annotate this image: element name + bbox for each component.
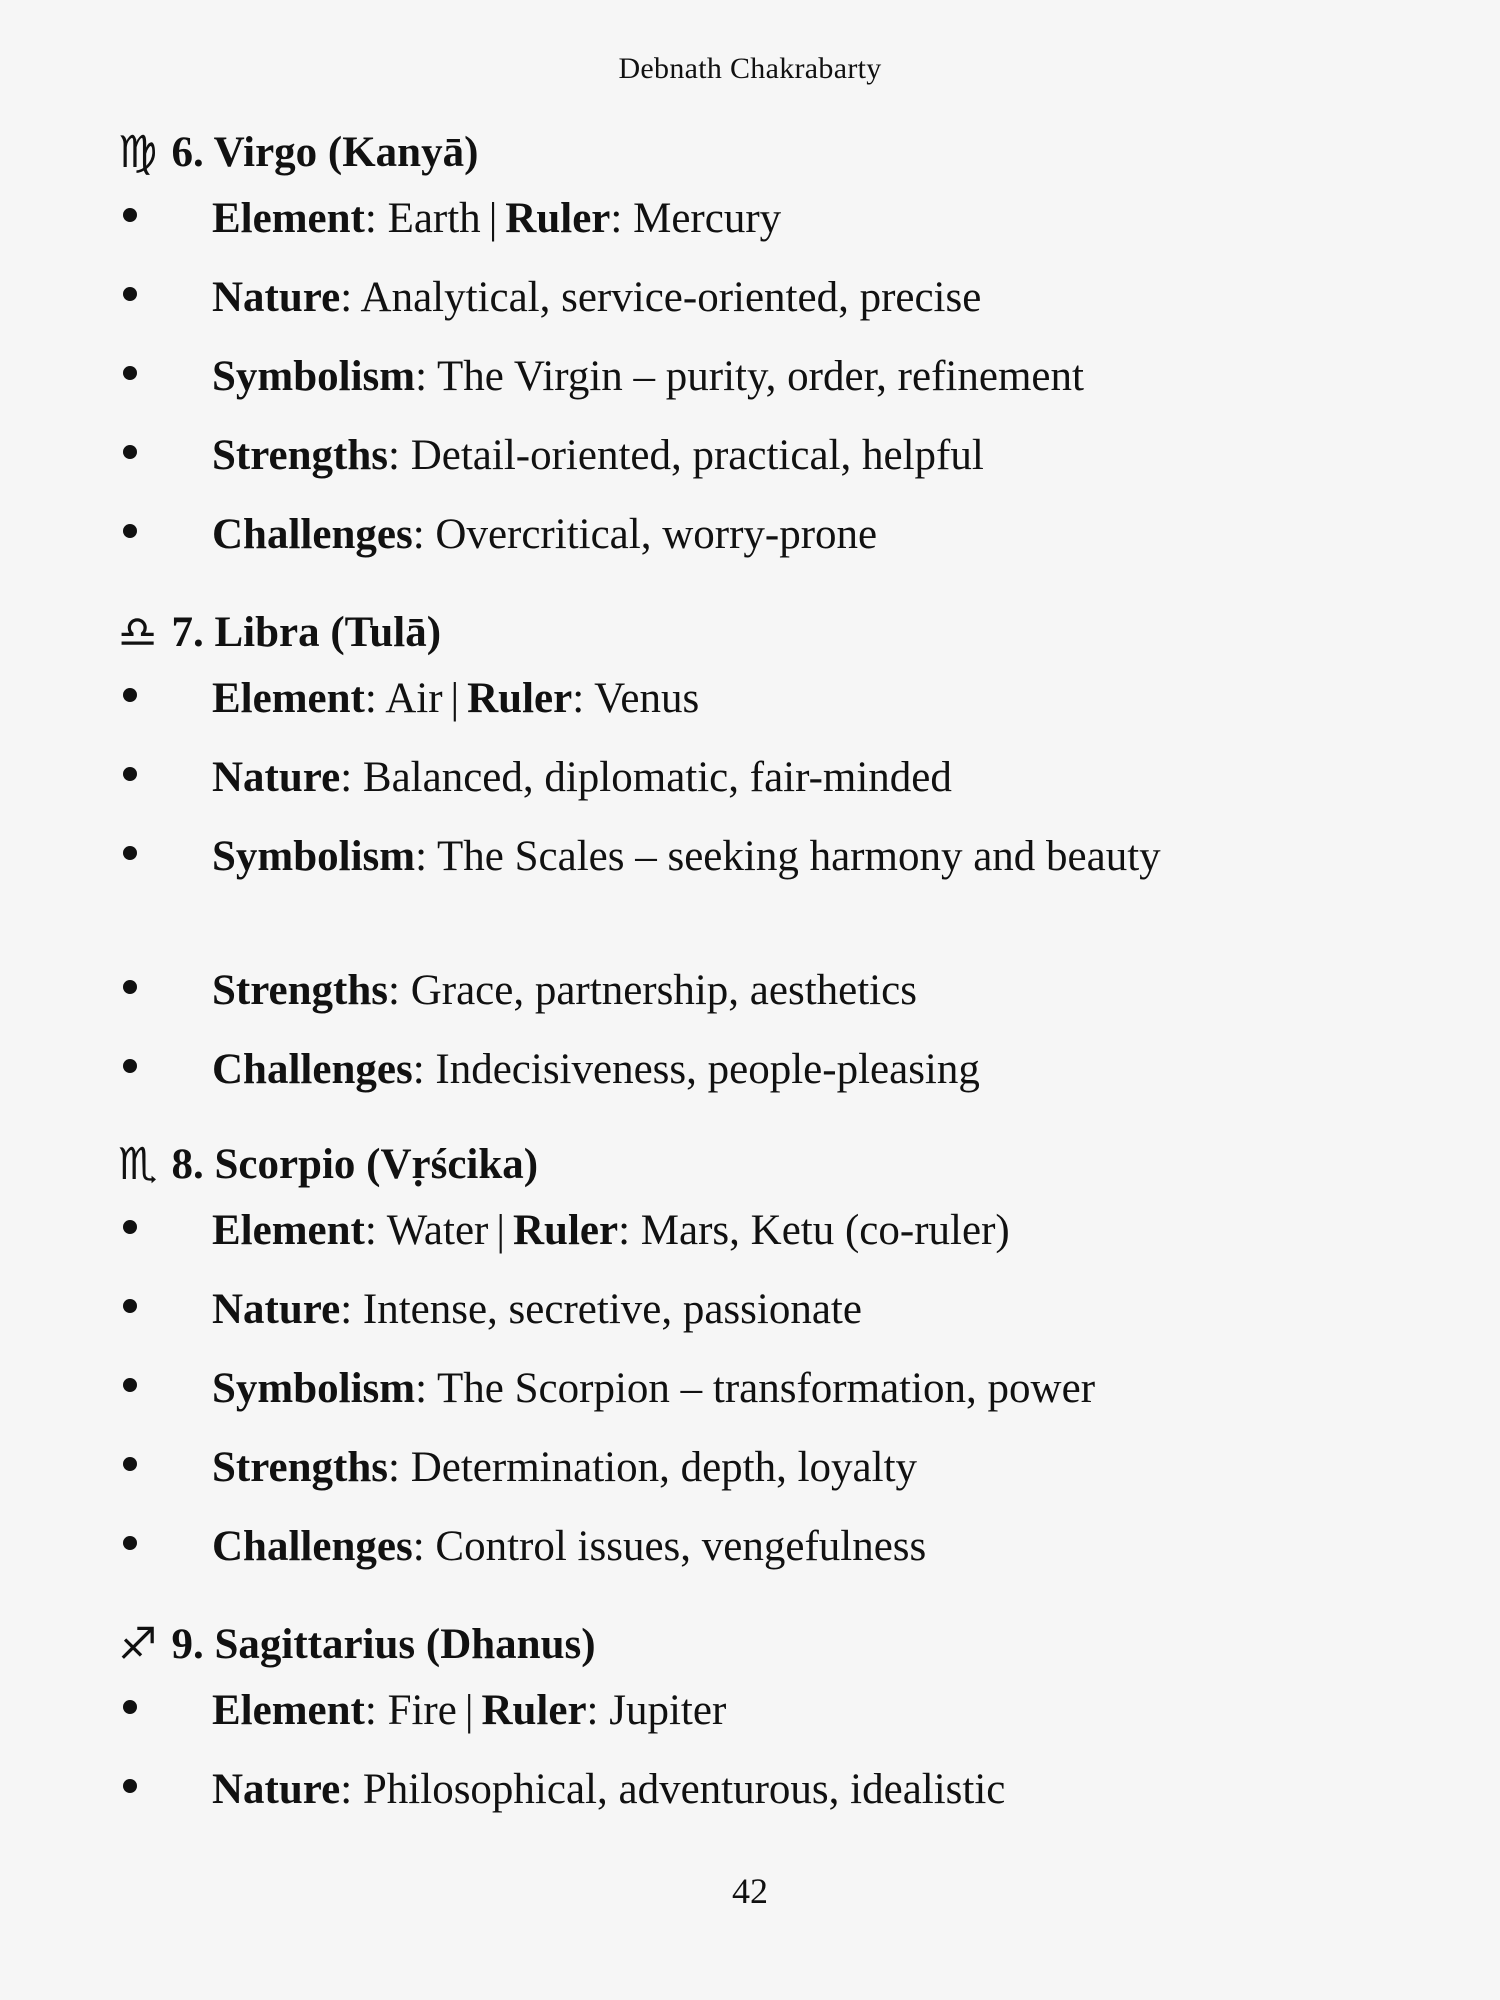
item-text: Element: Water | Ruler: Mars, Ketu (co-ruler) <box>212 1203 1397 1259</box>
item-text: Symbolism: The Scorpion – transformation, power <box>212 1365 1096 1412</box>
item-text: Strengths: Determination, depth, loyalty <box>212 1444 918 1491</box>
item-label: Nature <box>212 754 341 801</box>
item-value: Balanced, diplomatic, fair-minded <box>362 754 952 801</box>
item-value: Earth <box>387 195 481 242</box>
item-text: Challenges: Control issues, vengefulness <box>212 1523 927 1570</box>
item-text: Challenges: Overcritical, worry-prone <box>212 511 878 558</box>
item-value: Indecisiveness, people-pleasing <box>435 1046 980 1093</box>
item-label: Ruler <box>467 675 573 722</box>
bullet-icon <box>123 524 137 538</box>
item-text: Nature: Balanced, diplomatic, fair-minded <box>212 754 952 801</box>
item-value: Overcritical, worry-prone <box>435 511 878 558</box>
bullet-icon <box>123 366 137 380</box>
item-label: Element <box>212 1207 365 1254</box>
item-label: Symbolism <box>212 1365 416 1412</box>
section-title: 8. Scorpio (Vṛścika) <box>171 1140 539 1188</box>
section-heading <box>118 1137 538 1191</box>
item-label: Nature <box>212 1286 341 1333</box>
item-value: Jupiter <box>609 1687 727 1734</box>
section-heading <box>118 1617 596 1671</box>
item-text: Element: Fire | Ruler: Jupiter <box>212 1683 1397 1739</box>
item-text: Element: Earth | Ruler: Mercury <box>212 191 1397 247</box>
item-value: Determination, depth, loyalty <box>410 1444 918 1491</box>
bullet-icon <box>123 1700 137 1714</box>
separator: | <box>450 675 460 722</box>
item-label: Element <box>212 195 365 242</box>
item-text: Symbolism: The Scales – seeking harmony and beauty <box>212 833 1161 880</box>
item-label: Challenges <box>212 1046 413 1093</box>
item-label: Ruler <box>481 1687 587 1734</box>
item-value: The Scorpion – transformation, power <box>437 1365 1096 1412</box>
item-value: Air <box>385 675 443 722</box>
sagittarius-icon: ♐ <box>118 1618 158 1670</box>
section-title: 6. Virgo (Kanyā) <box>171 128 479 176</box>
item-label: Element <box>212 675 365 722</box>
libra-icon: ♎ <box>118 606 158 658</box>
item-label: Strengths <box>212 1444 389 1491</box>
item-value: Grace, partnership, aesthetics <box>410 967 917 1014</box>
item-label: Ruler <box>512 1207 619 1254</box>
item-value: Philosophical, adventurous, idealistic <box>362 1766 1006 1813</box>
virgo-icon: ♍ <box>118 126 158 178</box>
item-value: Intense, secretive, passionate <box>362 1286 862 1333</box>
bullet-icon <box>123 208 137 222</box>
item-label: Challenges <box>212 511 413 558</box>
item-label: Nature <box>212 1766 341 1813</box>
item-text: Symbolism: The Virgin – purity, order, refinement <box>212 353 1084 400</box>
item-text: Nature: Philosophical, adventurous, idealistic <box>212 1766 1006 1813</box>
section-heading <box>118 605 441 659</box>
item-label: Strengths <box>212 432 389 479</box>
item-value: Control issues, vengefulness <box>435 1523 927 1570</box>
bullet-icon <box>123 767 137 781</box>
item-text: Element: Air | Ruler: Venus <box>212 671 1397 727</box>
bullet-icon <box>123 688 137 702</box>
bullet-icon <box>123 1378 137 1392</box>
separator: | <box>496 1207 505 1254</box>
item-label: Strengths <box>212 967 389 1014</box>
item-value: The Scales – seeking harmony and beauty <box>437 833 1161 880</box>
item-label: Symbolism <box>212 833 416 880</box>
section-title: 7. Libra (Tulā) <box>171 608 442 656</box>
item-text: Strengths: Detail-oriented, practical, helpful <box>212 432 984 479</box>
item-value: The Virgin – purity, order, refinement <box>437 353 1084 400</box>
separator: | <box>488 195 498 242</box>
item-value: Mars, Ketu (co-ruler) <box>640 1207 1010 1254</box>
section-title: 9. Sagittarius (Dhanus) <box>171 1620 596 1668</box>
item-text: Challenges: Indecisiveness, people-pleasing <box>212 1046 980 1093</box>
item-text: Nature: Intense, secretive, passionate <box>212 1286 862 1333</box>
bullet-icon <box>123 1220 137 1234</box>
bullet-icon <box>123 1299 137 1313</box>
bullet-icon <box>123 1457 137 1471</box>
item-value: Fire <box>387 1687 457 1734</box>
bullet-icon <box>123 1059 137 1073</box>
bullet-icon <box>123 846 137 860</box>
bullet-icon <box>123 980 137 994</box>
scorpio-icon: ♏ <box>118 1138 158 1190</box>
item-value: Analytical, service-oriented, precise <box>360 274 982 321</box>
item-label: Challenges <box>212 1523 413 1570</box>
item-label: Nature <box>212 274 341 321</box>
separator: | <box>464 1687 474 1734</box>
item-text: Nature: Analytical, service-oriented, precise <box>212 274 982 321</box>
section-heading <box>118 125 478 179</box>
running-head: Debnath Chakrabarty <box>618 52 882 85</box>
page-number: 42 <box>732 1871 768 1911</box>
bullet-icon <box>123 1536 137 1550</box>
item-label: Ruler <box>505 195 611 242</box>
item-value: Venus <box>594 675 700 722</box>
bullet-icon <box>123 1779 137 1793</box>
item-value: Mercury <box>633 195 782 242</box>
bullet-icon <box>123 445 137 459</box>
item-value: Water <box>386 1207 489 1254</box>
bullet-icon <box>123 287 137 301</box>
item-value: Detail-oriented, practical, helpful <box>410 432 984 479</box>
item-label: Element <box>212 1687 365 1734</box>
item-label: Symbolism <box>212 353 416 400</box>
item-text: Strengths: Grace, partnership, aesthetics <box>212 967 917 1014</box>
